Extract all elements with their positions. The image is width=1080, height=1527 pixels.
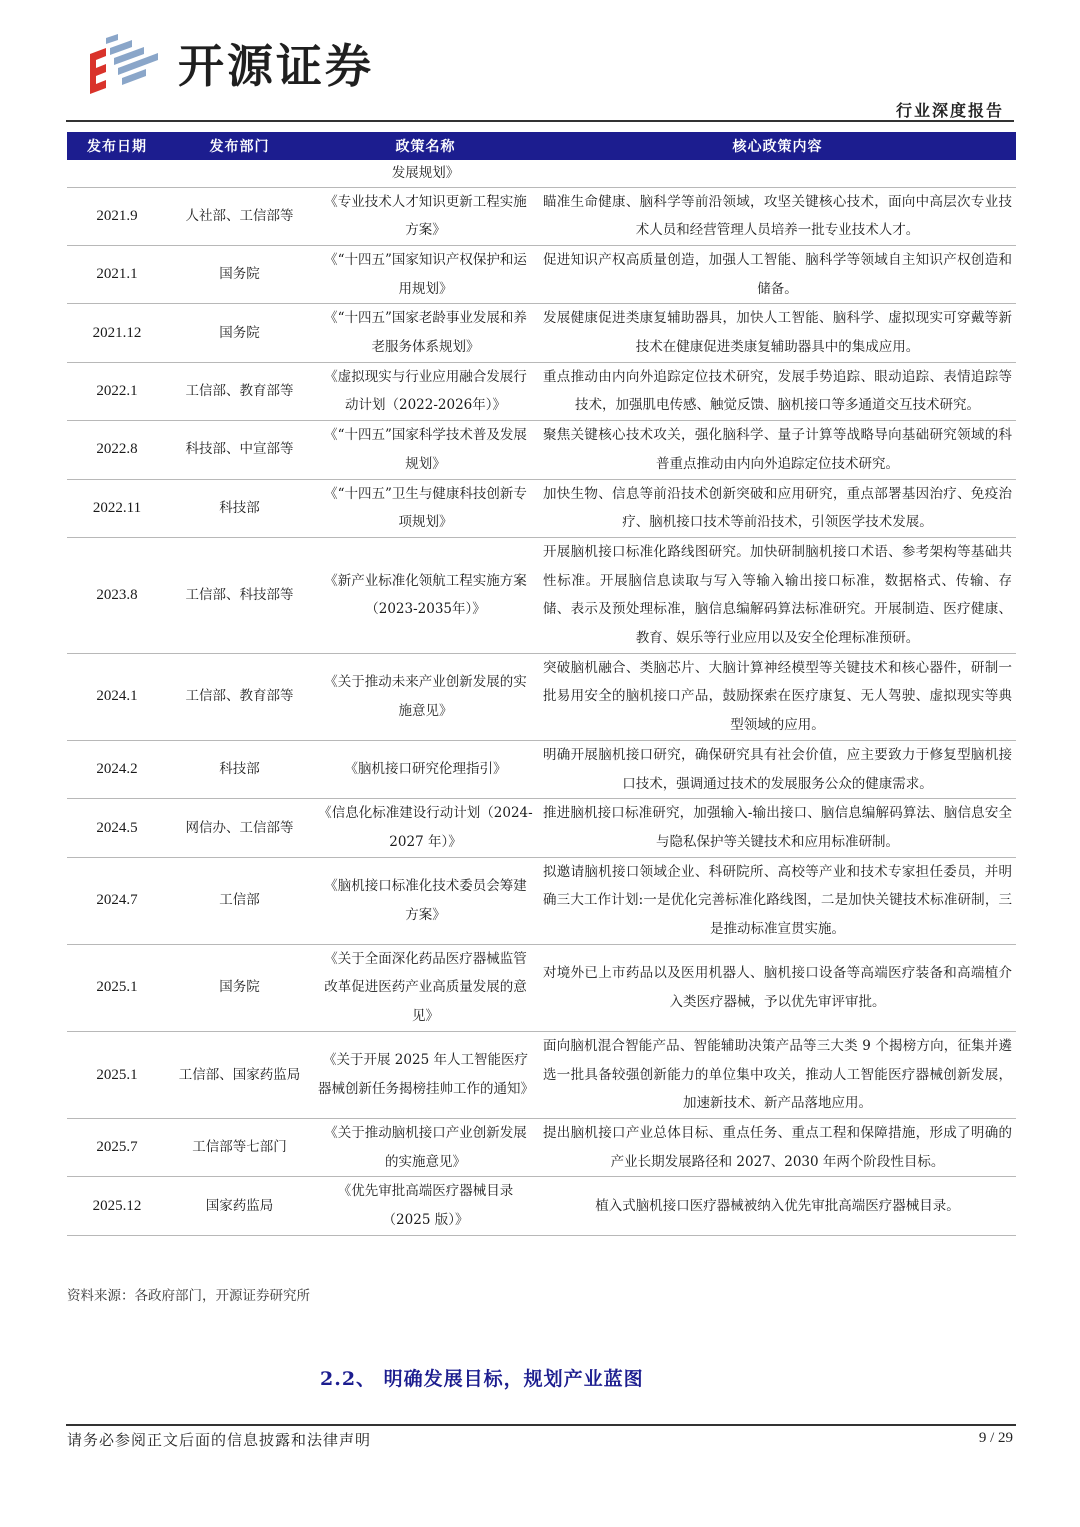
table-row xyxy=(67,799,1016,857)
table-row xyxy=(67,421,1016,479)
table-row xyxy=(67,362,1016,420)
policy-cell: 《脑机接口标准化技术委员会筹建方案》 xyxy=(312,857,539,944)
dept-cell: 国务院 xyxy=(167,304,312,362)
policy-cell: 《“十四五”国家科学技术普及发展规划》 xyxy=(312,421,539,479)
report-type: 行业深度报告 xyxy=(895,101,1004,120)
date-cell: 2022.1 xyxy=(67,362,167,420)
page-header xyxy=(0,0,1080,125)
table-row xyxy=(67,857,1016,944)
content-cell: 拟邀请脑机接口领域企业、科研院所、高校等产业和技术专家担任委员，并明确三大工作计划:一是优化完善标准化路线图，二是加快关键技术标准研制，三是推动标准宣贯实施。 xyxy=(539,857,1016,944)
date-cell: 2025.12 xyxy=(67,1177,167,1235)
content-cell: 重点推动由内向外追踪定位技术研究，发展手势追踪、眼动追踪、表情追踪等技术，加强肌电传感、触觉反馈、脑机接口等多通道交互技术研究。 xyxy=(539,362,1016,420)
dept-cell: 工信部、科技部等 xyxy=(167,537,312,653)
dept-cell: 网信办、工信部等 xyxy=(167,799,312,857)
page-number: 9 / 29 xyxy=(978,1430,1013,1446)
date-cell: 2024.2 xyxy=(67,740,167,798)
table-row xyxy=(67,1177,1016,1235)
policy-cell: 发展规划》 xyxy=(312,160,539,187)
content-cell: 明确开展脑机接口研究，确保研究具有社会价值，应主要致力于修复型脑机接口技术，强调通过技术的发展服务公众的健康需求。 xyxy=(539,740,1016,798)
date-cell xyxy=(67,160,167,187)
policy-cell: 《“十四五”国家知识产权保护和运用规划》 xyxy=(312,245,539,303)
policy-cell: 《“十四五”国家老龄事业发展和养老服务体系规划》 xyxy=(312,304,539,362)
policy-cell: 《虚拟现实与行业应用融合发展行动计划（2022-2026年）》 xyxy=(312,362,539,420)
date-cell: 2021.1 xyxy=(67,245,167,303)
date-cell: 2021.12 xyxy=(67,304,167,362)
content-cell: 提出脑机接口产业总体目标、重点任务、重点工程和保障措施，形成了明确的产业长期发展路径和 2027、2030 年两个阶段性目标。 xyxy=(539,1119,1016,1177)
policy-cell: 《关于开展 2025 年人工智能医疗器械创新任务揭榜挂帅工作的通知》 xyxy=(312,1031,539,1118)
content-cell: 聚焦关键核心技术攻关，强化脑科学、量子计算等战略导向基础研究领域的科普重点推动由内向外追踪定位技术研究。 xyxy=(539,421,1016,479)
policy-cell: 《关于推动未来产业创新发展的实施意见》 xyxy=(312,653,539,740)
date-cell: 2024.1 xyxy=(67,653,167,740)
date-cell: 2022.8 xyxy=(67,421,167,479)
content-cell: 植入式脑机接口医疗器械被纳入优先审批高端医疗器械目录。 xyxy=(539,1177,1016,1235)
policy-cell: 《脑机接口研究伦理指引》 xyxy=(312,740,539,798)
table-header-row xyxy=(67,132,1016,160)
table-row xyxy=(67,1119,1016,1177)
content-cell: 面向脑机混合智能产品、智能辅助决策产品等三大类 9 个揭榜方向，征集并遴选一批具备较强创新能力的单位集中攻关，推动人工智能医疗器械创新发展，加速新技术、新产品落地应用。 xyxy=(539,1031,1016,1118)
dept-cell: 工信部 xyxy=(167,857,312,944)
policy-cell: 《新产业标准化领航工程实施方案（2023-2035年）》 xyxy=(312,537,539,653)
table-row xyxy=(67,187,1016,245)
dept-cell: 科技部 xyxy=(167,479,312,537)
dept-cell: 科技部 xyxy=(167,740,312,798)
content-cell: 突破脑机融合、类脑芯片、大脑计算神经模型等关键技术和核心器件，研制一批易用安全的脑机接口产品，鼓励探索在医疗康复、无人驾驶、虚拟现实等典型领域的应用。 xyxy=(539,653,1016,740)
table-row xyxy=(67,245,1016,303)
content-cell: 对境外已上市药品以及医用机器人、脑机接口设备等高端医疗装备和高端植介入类医疗器械，予以优先审评审批。 xyxy=(539,944,1016,1031)
policy-table xyxy=(67,132,1016,1236)
policy-cell: 《信息化标准建设行动计划（2024-2027 年）》 xyxy=(312,799,539,857)
policy-cell: 《专业技术人才知识更新工程实施方案》 xyxy=(312,187,539,245)
dept-cell: 工信部、教育部等 xyxy=(167,653,312,740)
header-divider xyxy=(66,120,1014,122)
table-row xyxy=(67,944,1016,1031)
brand-name: 开源证券 xyxy=(178,39,374,93)
dept-cell xyxy=(167,160,312,187)
table-row xyxy=(67,304,1016,362)
date-cell: 2024.5 xyxy=(67,799,167,857)
policy-cell: 《“十四五”卫生与健康科技创新专项规划》 xyxy=(312,479,539,537)
section-heading: 2.2、 明确发展目标，规划产业蓝图 xyxy=(320,1368,644,1390)
disclaimer-text: 请务必参阅正文后面的信息披露和法律声明 xyxy=(67,1431,372,1449)
source-note: 资料来源：各政府部门，开源证券研究所 xyxy=(67,1288,310,1304)
content-cell xyxy=(539,160,1016,187)
table-row xyxy=(67,537,1016,653)
date-cell: 2021.9 xyxy=(67,187,167,245)
dept-cell: 工信部等七部门 xyxy=(167,1119,312,1177)
policy-cell: 《优先审批高端医疗器械目录（2025 版）》 xyxy=(312,1177,539,1235)
table-row xyxy=(67,160,1016,187)
dept-cell: 科技部、中宣部等 xyxy=(167,421,312,479)
date-cell: 2022.11 xyxy=(67,479,167,537)
footer-divider xyxy=(66,1424,1016,1426)
date-cell: 2025.1 xyxy=(67,1031,167,1118)
content-cell: 推进脑机接口标准研究，加强输入-输出接口、脑信息编解码算法、脑信息安全与隐私保护等关键技术和应用标准研制。 xyxy=(539,799,1016,857)
date-cell: 2024.7 xyxy=(67,857,167,944)
dept-cell: 国务院 xyxy=(167,245,312,303)
date-cell: 2025.1 xyxy=(67,944,167,1031)
column-header: 核心政策内容 xyxy=(539,132,1016,160)
dept-cell: 人社部、工信部等 xyxy=(167,187,312,245)
table-row xyxy=(67,653,1016,740)
date-cell: 2023.8 xyxy=(67,537,167,653)
content-cell: 加快生物、信息等前沿技术创新突破和应用研究，重点部署基因治疗、免疫治疗、脑机接口技术等前沿技术，引领医学技术发展。 xyxy=(539,479,1016,537)
content-cell: 瞄准生命健康、脑科学等前沿领域，攻坚关键核心技术，面向中高层次专业技术人员和经营管理人员培养一批专业技术人才。 xyxy=(539,187,1016,245)
column-header: 发布部门 xyxy=(167,132,312,160)
table-row xyxy=(67,479,1016,537)
column-header: 发布日期 xyxy=(67,132,167,160)
table-row xyxy=(67,1031,1016,1118)
kaiyuan-logo-icon xyxy=(88,34,168,96)
column-header: 政策名称 xyxy=(312,132,539,160)
policy-cell: 《关于推动脑机接口产业创新发展的实施意见》 xyxy=(312,1119,539,1177)
dept-cell: 工信部、教育部等 xyxy=(167,362,312,420)
dept-cell: 国家药监局 xyxy=(167,1177,312,1235)
content-cell: 开展脑机接口标准化路线图研究。加快研制脑机接口术语、参考架构等基础共性标准。开展脑信息读取与写入等输入输出接口标准，数据格式、传输、存储、表示及预处理标准，脑信息编解码算法标准研究。开展制造、医疗健康、教育、娱乐等行业应用以及安全伦理标准预研。 xyxy=(539,537,1016,653)
dept-cell: 工信部、国家药监局 xyxy=(167,1031,312,1118)
content-cell: 发展健康促进类康复辅助器具，加快人工智能、脑科学、虚拟现实可穿戴等新技术在健康促进类康复辅助器具中的集成应用。 xyxy=(539,304,1016,362)
policy-cell: 《关于全面深化药品医疗器械监管改革促进医药产业高质量发展的意见》 xyxy=(312,944,539,1031)
content-cell: 促进知识产权高质量创造，加强人工智能、脑科学等领域自主知识产权创造和储备。 xyxy=(539,245,1016,303)
dept-cell: 国务院 xyxy=(167,944,312,1031)
date-cell: 2025.7 xyxy=(67,1119,167,1177)
table-row xyxy=(67,740,1016,798)
